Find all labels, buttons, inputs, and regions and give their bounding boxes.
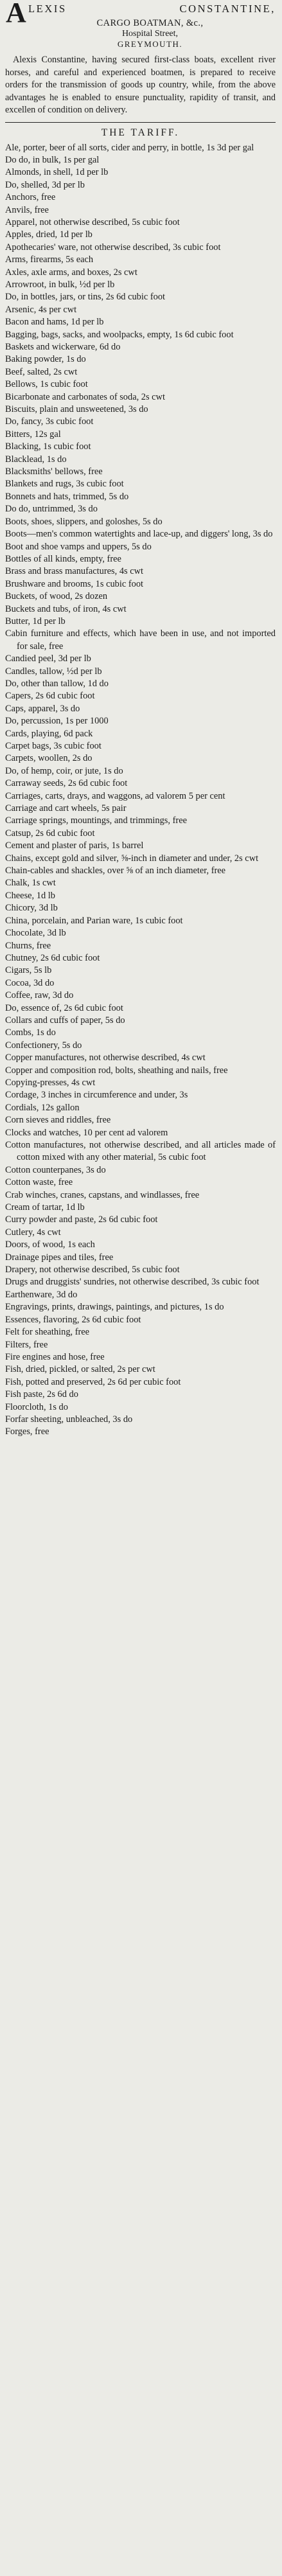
tariff-entry: Crab winches, cranes, capstans, and windlasses, free	[5, 1189, 200, 1200]
tariff-entry: Anchors, free	[5, 192, 56, 203]
tariff-entry: Cocoa, 3d do	[5, 977, 55, 988]
tariff-entry: Drugs and druggists' sundries, not otherwise described, 3s cubic foot	[5, 1277, 260, 1288]
advertisement-heading	[5, 1, 276, 51]
tariff-entry: Blacklead, 1s do	[5, 454, 67, 465]
tariff-entry: Cutlery, 4s cwt	[5, 1227, 61, 1238]
tariff-entry: Arsenic, 4s per cwt	[5, 304, 77, 315]
tariff-entry: Coffee, raw, 3d do	[5, 990, 74, 1001]
tariff-entry: Carriages, carts, drays, and waggons, ad valorem 5 per cent	[5, 790, 225, 801]
tariff-entry: Almonds, in shell, 1d per lb	[5, 167, 109, 178]
tariff-entry: Bitters, 12s gal	[5, 429, 61, 440]
tariff-entry: Corn sieves and riddles, free	[5, 1115, 111, 1126]
tariff-entry: Do, essence of, 2s 6d cubic foot	[5, 1002, 123, 1013]
tariff-entry: Ale, porter, beer of all sorts, cider and perry, in bottle, 1s 3d per gal	[5, 142, 254, 153]
tariff-entry: Clocks and watches, 10 per cent ad valorem	[5, 1127, 168, 1138]
tariff-entry: Candied peel, 3d per lb	[5, 653, 91, 664]
tariff-entry: Chains, except gold and silver, ⅝-inch in diameter and under, 2s cwt	[5, 853, 259, 864]
tariff-entry: Copying-presses, 4s cwt	[5, 1077, 96, 1088]
tariff-entry: Chicory, 3d lb	[5, 903, 58, 914]
tariff-entry: Boots, shoes, slippers, and goloshes, 5s do	[5, 516, 163, 527]
tariff-entry: Do, percussion, 1s per 1000	[5, 716, 109, 727]
tariff-entry: Floorcloth, 1s do	[5, 1401, 68, 1412]
tariff-entry: Blacksmiths' bellows, free	[5, 466, 103, 477]
tariff-entry: Cream of tartar, 1d lb	[5, 1202, 85, 1213]
tariff-entry: Carriage and cart wheels, 5s pair	[5, 803, 127, 814]
tariff-entry: Buckets, of wood, 2s dozen	[5, 591, 108, 602]
tariff-entry: Do do, in bulk, 1s per gal	[5, 154, 100, 165]
tariff-entry: Chain-cables and shackles, over ⅝ of an inch diameter, free	[5, 866, 226, 876]
advertiser-street: Hospital Street,	[121, 29, 179, 39]
tariff-entry: Cards, playing, 6d pack	[5, 728, 93, 739]
tariff-entry: Biscuits, plain and unsweetened, 3s do	[5, 404, 148, 415]
tariff-entry: Blacking, 1s cubic foot	[5, 441, 91, 452]
tariff-entry: Forfar sheeting, unbleached, 3s do	[5, 1414, 133, 1425]
tariff-entry: Blankets and rugs, 3s cubic foot	[5, 479, 124, 490]
tariff-entry: Drainage pipes and tiles, free	[5, 1252, 114, 1263]
tariff-entry: Buckets and tubs, of iron, 4s cwt	[5, 603, 127, 614]
tariff-entry: Beef, salted, 2s cwt	[5, 366, 78, 377]
tariff-entry: Carpet bags, 3s cubic foot	[5, 741, 101, 751]
tariff-entry: China, porcelain, and Parian ware, 1s cubic foot	[5, 915, 183, 926]
tariff-entry: Brushware and brooms, 1s cubic foot	[5, 578, 144, 589]
tariff-entry: Do, shelled, 3d per lb	[5, 179, 85, 190]
tariff-entry: Filters, free	[5, 1339, 48, 1350]
tariff-entry: Confectionery, 5s do	[5, 1040, 82, 1051]
tariff-title: THE TARIFF.	[101, 127, 180, 138]
tariff-entry: Cordials, 12s gallon	[5, 1102, 80, 1113]
tariff-entry: Axles, axle arms, and boxes, 2s cwt	[5, 267, 137, 278]
advertiser-name: LEXIS CONSTANTINE,	[28, 3, 276, 15]
tariff-entry: Do, fancy, 3s cubic foot	[5, 416, 94, 427]
advertiser-town: GREYMOUTH.	[117, 39, 183, 49]
tariff-entry: Chocolate, 3d lb	[5, 928, 66, 939]
tariff-entry: Bottles of all kinds, empty, free	[5, 553, 121, 564]
tariff-entry: Bicarbonate and carbonates of soda, 2s cwt	[5, 391, 165, 402]
tariff-entry: Apparel, not otherwise described, 5s cubic foot	[5, 217, 180, 227]
tariff-entry: Drapery, not otherwise described, 5s cubic foot	[5, 1265, 180, 1275]
tariff-entry: Forges, free	[5, 1426, 49, 1437]
tariff-entry: Earthenware, 3d do	[5, 1289, 78, 1300]
tariff-entry: Cordage, 3 inches in circumference and under, 3s	[5, 1090, 188, 1101]
tariff-entry: Cigars, 5s lb	[5, 965, 52, 976]
tariff-entry: Do, in bottles, jars, or tins, 2s 6d cubic foot	[5, 292, 166, 303]
tariff-entry: Bonnets and hats, trimmed, 5s do	[5, 491, 129, 502]
tariff-entry: Copper and composition rod, bolts, sheathing and nails, free	[5, 1065, 228, 1076]
tariff-entry: Butter, 1d per lb	[5, 616, 66, 626]
advertisement-body: Alexis Constantine, having secured first-class boats, excellent river horses, and careful and experienced boatmen, is prepared to receive orders for the transmission of goods up country, while, from the above advantages he is enabled to ensure punctuality, rapidity of transit, and excellen of condition on delivery.	[5, 55, 276, 115]
tariff-entry: Apples, dried, 1d per lb	[5, 229, 93, 240]
tariff-entry: Carraway seeds, 2s 6d cubic foot	[5, 778, 128, 789]
tariff-entry: Fish, dried, pickled, or salted, 2s per cwt	[5, 1364, 155, 1375]
tariff-entry: Cotton counterpanes, 3s do	[5, 1164, 106, 1175]
tariff-entry: Do, of hemp, coir, or jute, 1s do	[5, 765, 123, 776]
tariff-entry: Bellows, 1s cubic foot	[5, 379, 88, 390]
tariff-entry: Engravings, prints, drawings, paintings, and pictures, 1s do	[5, 1302, 224, 1313]
tariff-entry: Combs, 1s do	[5, 1027, 56, 1038]
advertiser-role: CARGO BOATMAN, &c.,	[96, 18, 204, 28]
section-divider	[5, 122, 276, 123]
tariff-entry: Do, other than tallow, 1d do	[5, 678, 109, 689]
tariff-entry: Collars and cuffs of paper, 5s do	[5, 1015, 125, 1026]
tariff-entry: Chalk, 1s cwt	[5, 878, 56, 889]
tariff-entry: Churns, free	[5, 940, 51, 951]
tariff-entry: Chutney, 2s 6d cubic foot	[5, 952, 100, 963]
tariff-entry: Arrowroot, in bulk, ½d per lb	[5, 279, 115, 290]
tariff-entry: Curry powder and paste, 2s 6d cubic foot	[5, 1214, 158, 1225]
tariff-entry: Baking powder, 1s do	[5, 354, 86, 365]
tariff-entry: Fire engines and hose, free	[5, 1351, 105, 1362]
tariff-entry: Brass and brass manufactures, 4s cwt	[5, 566, 144, 577]
tariff-entry: Cement and plaster of paris, 1s barrel	[5, 840, 144, 851]
tariff-list	[5, 142, 276, 1439]
tariff-entry: Cotton waste, free	[5, 1177, 73, 1188]
tariff-entry: Do do, untrimmed, 3s do	[5, 504, 98, 515]
tariff-entry: Cotton manufactures, not otherwise described, and all articles made of cotton mixed with any other material, 5s cubic foot	[5, 1140, 276, 1163]
tariff-entry: Felt for sheathing, free	[5, 1327, 90, 1338]
tariff-entry: Arms, firearms, 5s each	[5, 254, 94, 265]
tariff-entry: Doors, of wood, 1s each	[5, 1239, 95, 1250]
tariff-entry: Bagging, bags, sacks, and woolpacks, empty, 1s 6d cubic foot	[5, 329, 234, 340]
tariff-entry: Fish, potted and preserved, 2s 6d per cubic foot	[5, 1376, 181, 1387]
tariff-entry: Essences, flavoring, 2s 6d cubic foot	[5, 1314, 141, 1325]
tariff-entry: Baskets and wickerware, 6d do	[5, 342, 121, 352]
tariff-entry: Boot and shoe vamps and uppers, 5s do	[5, 541, 152, 552]
tariff-entry: Carriage springs, mountings, and trimmings, free	[5, 815, 187, 826]
tariff-entry: Cheese, 1d lb	[5, 890, 55, 901]
tariff-entry: Bacon and hams, 1d per lb	[5, 317, 104, 328]
tariff-entry: Carpets, woollen, 2s do	[5, 753, 93, 764]
tariff-entry: Catsup, 2s 6d cubic foot	[5, 828, 95, 839]
tariff-entry: Copper manufactures, not otherwise described, 4s cwt	[5, 1053, 206, 1063]
tariff-entry: Boots—men's common watertights and lace-up, and diggers' long, 3s do	[5, 529, 273, 540]
drop-cap: A	[6, 0, 26, 28]
tariff-entry: Caps, apparel, 3s do	[5, 703, 80, 714]
tariff-entry: Candles, tallow, ½d per lb	[5, 666, 102, 677]
tariff-entry: Capers, 2s 6d cubic foot	[5, 691, 95, 702]
tariff-entry: Apothecaries' ware, not otherwise described, 3s cubic foot	[5, 242, 221, 253]
tariff-entry: Anvils, free	[5, 204, 49, 215]
tariff-entry: Fish paste, 2s 6d do	[5, 1389, 78, 1400]
tariff-entry: Cabin furniture and effects, which have been in use, and not imported for sale, free	[5, 628, 276, 652]
